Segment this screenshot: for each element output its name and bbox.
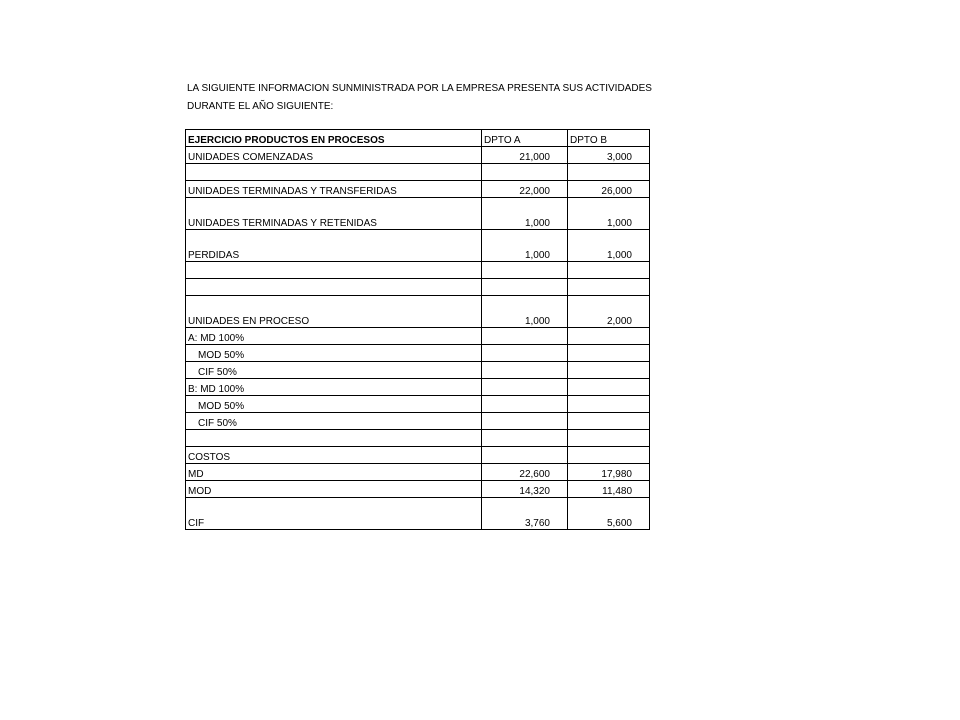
row-label: UNIDADES EN PROCESO [186,296,482,328]
row-value-b [568,413,650,430]
row-label [186,279,482,296]
header-dpto-a: DPTO A [482,130,568,147]
row-value-b: 3,000 [568,147,650,164]
row-value-b [568,430,650,447]
table-row [186,328,650,345]
header-label: EJERCICIO PRODUCTOS EN PROCESOS [186,130,482,147]
row-value-b [568,164,650,181]
row-label: UNIDADES COMENZADAS [186,147,482,164]
intro-line-2: DURANTE EL AÑO SIGUIENTE: [187,101,334,112]
row-value-a [482,345,568,362]
row-value-b: 2,000 [568,296,650,328]
header-dpto-b: DPTO B [568,130,650,147]
table-row [186,430,650,447]
row-value-b: 1,000 [568,230,650,262]
row-value-b: 1,000 [568,198,650,230]
row-value-a [482,379,568,396]
row-value-a [482,262,568,279]
table-row [186,498,650,530]
row-value-a [482,430,568,447]
row-value-a [482,279,568,296]
row-label: MOD 50% [186,345,482,362]
row-value-b: 5,600 [568,498,650,530]
row-label: CIF 50% [186,362,482,379]
table-row [186,379,650,396]
table-row [186,396,650,413]
row-value-a [482,362,568,379]
table-header-row [186,130,650,147]
row-value-b: 11,480 [568,481,650,498]
row-value-a [482,396,568,413]
row-label: UNIDADES TERMINADAS Y TRANSFERIDAS [186,181,482,198]
table-row [186,181,650,198]
row-value-b [568,362,650,379]
table-row [186,481,650,498]
row-value-b [568,379,650,396]
row-value-a: 1,000 [482,230,568,262]
table-row [186,362,650,379]
intro-text [187,80,707,116]
row-value-a: 3,760 [482,498,568,530]
row-value-b [568,345,650,362]
row-label [186,164,482,181]
row-value-a: 22,000 [482,181,568,198]
row-label: PERDIDAS [186,230,482,262]
row-label: A: MD 100% [186,328,482,345]
row-value-b [568,328,650,345]
row-value-b [568,447,650,464]
row-label: COSTOS [186,447,482,464]
row-value-a: 1,000 [482,296,568,328]
row-value-a: 14,320 [482,481,568,498]
table-row [186,230,650,262]
row-label: MOD [186,481,482,498]
row-value-b: 26,000 [568,181,650,198]
row-value-a [482,164,568,181]
row-value-a [482,413,568,430]
table-row [186,296,650,328]
row-label [186,430,482,447]
row-value-b: 17,980 [568,464,650,481]
row-value-b [568,262,650,279]
table-row [186,345,650,362]
table-row [186,198,650,230]
row-label: CIF [186,498,482,530]
process-table [185,129,650,530]
table-row [186,262,650,279]
table-row [186,464,650,481]
row-label: CIF 50% [186,413,482,430]
row-value-a: 21,000 [482,147,568,164]
row-value-a [482,328,568,345]
row-label: MD [186,464,482,481]
row-label: B: MD 100% [186,379,482,396]
intro-line-1: LA SIGUIENTE INFORMACION SUNMINISTRADA POR LA EMPRESA PRESENTA SUS ACTIVIDADES [187,83,652,94]
table-row [186,279,650,296]
table-row [186,447,650,464]
row-value-b [568,279,650,296]
row-value-a [482,447,568,464]
row-label: UNIDADES TERMINADAS Y RETENIDAS [186,198,482,230]
row-value-a: 22,600 [482,464,568,481]
row-value-b [568,396,650,413]
table-row [186,147,650,164]
row-label: MOD 50% [186,396,482,413]
table-row [186,413,650,430]
table-row [186,164,650,181]
row-value-a: 1,000 [482,198,568,230]
row-label [186,262,482,279]
